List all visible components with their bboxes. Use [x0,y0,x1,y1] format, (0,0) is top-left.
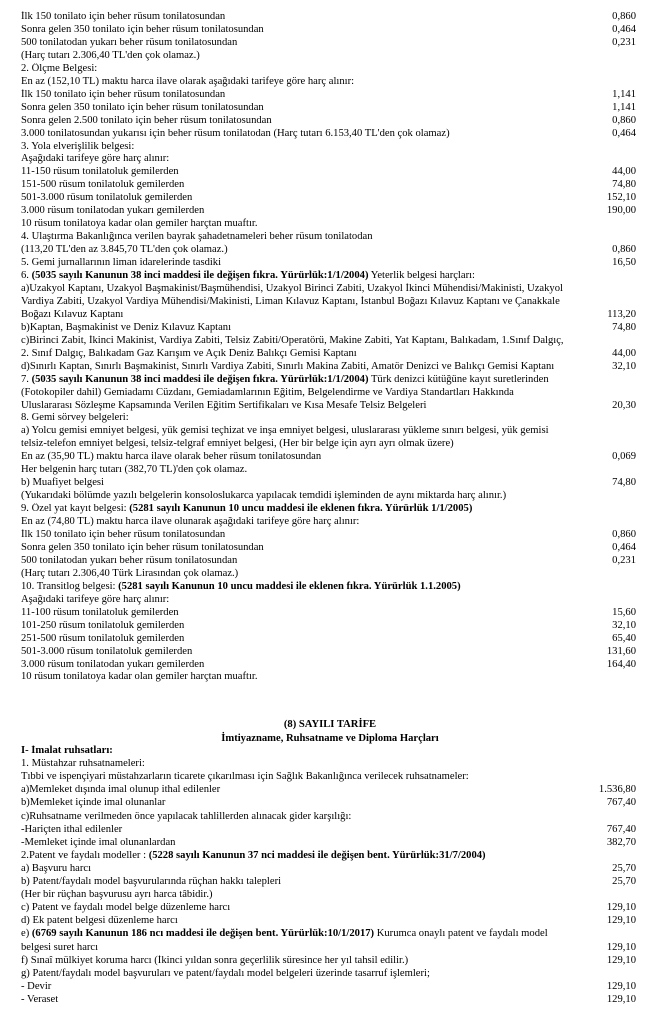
tariff-line [21,850,636,863]
line-text [21,348,357,360]
line-amount: 129,10 [606,954,636,966]
line-amount: 0,464 [612,541,636,553]
line-text-part: 500 tonilatodan yukarı beher rüsum tonilatosundan [21,36,238,48]
line-text-part: (113,20 TL'den az 3.845,70 TL'den çok olamaz.) [21,244,228,256]
line-text-part: Sonra gelen 350 tonilato için beher rüsum tonilatosundan [21,541,264,553]
line-text-part: d)Sınırlı Kaptan, Sınırlı Başmakinist, Sınırlı Vardiya Zabiti, Sınırlı Makina Zabiti, Amatör Denizci ve Balıkçı Gemisi Kaptanı [21,360,555,372]
line-amount: 0,860 [612,114,636,126]
line-amount: 15,60 [612,606,636,618]
tariff-line [21,335,636,348]
line-text [21,50,200,62]
tariff-line [21,24,636,37]
line-bold-reference: (5035 sayılı Kanunun 38 inci maddesi ile değişen fıkra. Yürürlük:1/1/2004) [31,373,369,385]
line-text-part: 10. Transitlog belgesi: [21,580,119,592]
line-text [21,915,178,927]
line-amount: 65,40 [612,632,636,644]
tariff-line [21,915,636,928]
line-text-part: 1. Müstahzar ruhsatnameleri: [21,758,145,770]
tariff-line [21,477,636,490]
tariff-line [21,361,636,374]
section-title: (8) SAYILI TARİFE [283,719,377,730]
line-text [21,257,221,269]
line-text [21,646,192,658]
line-text [21,179,184,191]
line-text-part: 2. Sınıf Dalgıç, Balıkadam Gaz Karışım ve Açık Deniz Balıkçı Gemisi Kaptanı [21,347,357,359]
tariff-line [21,568,636,581]
line-text-part: 3.000 rüsum tonilatodan yukarı gemilerden [21,658,205,670]
line-text [21,745,113,757]
line-text-part: 101-250 rüsum tonilatoluk gemilerden [21,619,185,631]
line-amount: 0,231 [612,554,636,566]
tariff-line [21,771,636,784]
line-text-part: b) Muafiyet belgesi [21,477,104,489]
line-amount: 1.536,80 [598,784,636,796]
line-text [21,192,192,204]
tariff-line [21,620,636,633]
tariff-line [21,11,636,24]
line-text-part: Aşağıdaki tarifeye göre harç alınır: [21,593,170,605]
line-text-part: belgesi suret harcı [21,941,99,953]
line-text-part: - Veraset [21,993,59,1005]
line-amount: 0,464 [612,127,636,139]
line-text-part: b)Kaptan, Başmakinist ve Deniz Kılavuz Kaptanı [21,321,232,333]
line-text [21,464,247,476]
line-text [21,671,258,683]
line-text-part: 2.Patent ve faydalı modeller : [21,849,149,861]
tariff-line [21,797,636,810]
line-amount: 25,70 [612,862,636,874]
line-text-part: e) [21,928,32,940]
line-text [21,89,225,101]
tariff-line [21,179,636,192]
line-text [21,166,179,178]
tariff-line [21,955,636,968]
line-text [21,568,238,580]
line-text-part: Uluslararası Sözleşme Kapsamında Verilen Eğitim Sertifikaları ve Kısa Mesafe Telsiz Belgeleri [21,399,427,411]
line-text [21,400,426,412]
line-text [21,837,175,849]
line-amount: 129,10 [606,902,636,914]
line-amount: 767,40 [606,797,636,809]
line-amount: 0,860 [612,11,636,22]
line-text-part: a) Yolcu gemisi emniyet belgesi, yük gemisi teçhizat ve inşa emniyet belgesi, uluslararası yükleme sınırı belgesi, yük gemisi [21,425,549,437]
line-text [21,205,204,217]
tariff-line [21,889,636,902]
tariff-line [21,758,636,771]
line-text [21,968,430,980]
line-text-part: İlk 150 tonilato için beher rüsum tonilatosundan [21,11,226,22]
line-amount: 0,464 [612,23,636,35]
line-amount: 32,10 [612,360,636,372]
line-amount: 74,80 [612,321,636,333]
tariff-line [21,153,636,166]
line-text [21,620,184,632]
line-text [21,451,321,463]
line-text [21,850,486,862]
line-text-part: 2. Ölçme Belgesi: [21,62,98,74]
line-text-part: 5. Gemi jurnallarının liman idarelerinde tasdiki [21,257,222,269]
section-subtitle: İmtiyazname, Ruhsatname ve Diploma Harçları [221,733,439,744]
line-text-part: 151-500 rüsum tonilatoluk gemilerden [21,179,185,191]
line-amount: 0,860 [612,244,636,256]
tariff-line [21,50,636,63]
tariff-line [21,425,636,438]
tariff-line [21,928,636,941]
tariff-line [21,37,636,50]
line-amount: 129,10 [606,941,636,953]
tariff-line [21,412,636,425]
line-text [21,244,228,256]
tariff-line [21,257,636,270]
line-amount: 152,10 [606,192,636,204]
line-text [21,24,264,36]
line-text [21,153,169,165]
line-text [21,633,184,645]
line-bold-reference: (5035 sayılı Kanunun 38 inci maddesi ile değişen fıkra. Yürürlük:1/1/2004) [31,270,369,281]
line-text-part: 10 rüsum tonilatoya kadar olan gemiler harçtan muaftır. [21,671,258,683]
tariff-line [21,671,636,684]
line-text [21,784,220,796]
line-text-part: 9. Özel yat kayıt belgesi: [21,503,130,515]
line-text [21,11,225,23]
line-text [21,889,213,901]
tariff-line [21,811,636,824]
tariff-line [21,659,636,672]
line-text [21,76,354,88]
tariff-line [21,348,636,361]
line-text [21,387,514,399]
line-text [21,529,225,541]
line-bold-reference: (5281 sayılı Kanunun 10 uncu maddesi ile eklenen fıkra. Yürürlük 1.1.2005) [118,580,461,592]
tariff-line [21,322,636,335]
line-text-part: 10 rüsum tonilatoya kadar olan gemiler harçtan muaftır. [21,218,258,230]
line-text [21,994,58,1006]
line-text-part: b) Patent/faydalı model başvurularında rüçhan hakkı talepleri [21,876,282,887]
line-amount: 16,50 [612,257,636,269]
tariff-line [21,581,636,594]
line-text [21,876,281,888]
line-text [21,490,506,502]
line-text [21,438,454,450]
tariff-line [21,503,636,516]
line-text-part: 3.000 tonilatosundan yukarısı için beher rüsum tonilatodan (Harç tutarı 6.153,40 TL'den çok olamaz) [21,127,450,139]
line-text [21,928,548,940]
line-text-part: En az (35,90 TL) maktu harca ilave olarak beher rüsum tonilatosundan [21,451,322,463]
line-amount: 129,10 [606,993,636,1005]
line-text [21,309,123,321]
line-amount: 44,00 [612,347,636,359]
line-text [21,607,179,619]
line-text-part: telsiz-telefon emniyet belgesi, telsiz-telgraf emniyet belgesi, (Her bir belge için ayrı ayrı olmak üzere) [21,438,454,450]
tariff-line [21,529,636,542]
line-text-part: 11-100 rüsum tonilatoluk gemilerden [21,606,179,618]
line-amount: 0,069 [612,451,636,463]
line-amount: 1,141 [612,88,636,100]
tariff-line [21,128,636,141]
line-text [21,942,98,954]
tariff-line [21,76,636,89]
line-text [21,115,272,127]
line-text [21,555,237,567]
line-text [21,758,145,770]
line-text-part: Sonra gelen 2.500 tonilato için beher rüsum tonilatosundan [21,114,272,126]
tariff-line [21,218,636,231]
line-text [21,335,564,347]
tariff-line [21,296,636,309]
line-text-part: 3.000 rüsum tonilatodan yukarı gemilerden [21,205,205,217]
tariff-line [21,594,636,607]
line-text [21,425,549,437]
tariff-line [21,374,636,387]
tariff-line [21,63,636,76]
line-text [21,283,563,295]
tariff-line [21,994,636,1007]
tariff-line [21,633,636,646]
tariff-line [21,555,636,568]
line-text-part: 3. Yola elverişlilik belgesi: [21,140,135,152]
tariff-line [21,192,636,205]
line-text-part: g) Patent/faydalı model başvuruları ve patent/faydalı model belgeleri üzerinde tasarruf işlemleri; [21,967,430,979]
line-text-part: -Memleket içinde imal olunanlardan [21,836,176,848]
line-text-part: d) Ek patent belgesi düzenleme harcı [21,915,178,927]
line-amount: 1,141 [612,101,636,113]
line-text [21,361,554,373]
line-text-part: -Hariçten ithal edilenler [21,823,123,835]
tariff-line [21,387,636,400]
line-amount: 190,00 [606,205,636,217]
tariff-line [21,166,636,179]
line-text-part: 500 tonilatodan yukarı beher rüsum tonilatosundan [21,554,238,566]
line-text [21,771,469,783]
line-text [21,141,134,153]
line-amount: 25,70 [612,876,636,887]
line-text-part: 7. [21,373,32,385]
line-text [21,218,258,230]
line-text-part: (Harç tutarı 2.306,40 TL'den çok olamaz.) [21,49,200,61]
tariff-line [21,824,636,837]
line-text-part: c)Ruhsatname verilmeden önce yapılacak tahlillerden alınacak gider karşılığı: [21,810,352,822]
line-text [21,581,461,593]
line-text-part: En az (152,10 TL) maktu harca ilave olarak aşağıdaki tarifeye göre harç alınır: [21,75,355,87]
line-text-part: a) Başvuru harcı [21,862,92,874]
tariff-line [21,942,636,955]
line-amount: 74,80 [612,477,636,489]
line-text [21,63,97,75]
tariff-line [21,516,636,529]
line-text-part: c)Birinci Zabit, İkinci Makinist, Vardiya Zabiti, Telsiz Zabiti/Operatörü, Makine Zabiti, Yat Kaptanı, Balıkadam, 1.Sınıf Dalgıç, [21,334,564,346]
line-text [21,797,165,809]
line-text-part: a)Uzakyol Kaptanı, Uzakyol Başmakinist/Başmühendisi, Uzakyol Birinci Zabiti, Uzakyol İkinci Mühendisi/Makinisti, Uzakyol [21,282,563,294]
tariff-line [21,141,636,154]
line-text [21,128,450,140]
line-amount: 382,70 [606,836,636,848]
line-amount: 74,80 [612,179,636,191]
line-text-part: (Harç tutarı 2.306,40 Türk Lirasından çok olamaz.) [21,567,239,579]
tariff-line [21,490,636,503]
line-amount: 129,10 [606,915,636,927]
tariff-line [21,464,636,477]
line-text [21,102,264,114]
tariff-line [21,400,636,413]
line-text-after: Kurumca onaylı patent ve faydalı model [374,928,548,940]
line-text-part: 501-3.000 rüsum tonilatoluk gemilerden [21,645,193,657]
line-text-part: Aşağıdaki tarifeye göre harç alınır: [21,153,170,165]
tariff-line [21,646,636,659]
line-text [21,516,359,528]
line-text [21,37,237,49]
line-text-part: 501-3.000 rüsum tonilatoluk gemilerden [21,192,193,204]
tariff-line [21,968,636,981]
tariff-line [21,902,636,915]
tariff-line [21,745,636,758]
line-text-part: (Fotokopiler dahil) Gemiadamı Cüzdanı, Gemiadamlarının Eğitim, Belgelendirme ve Vardiya Standartları Hakkında [21,386,514,398]
tariff-line [21,876,636,889]
line-text-after: Türk denizci kütüğüne kayıt suretlerinden [368,373,549,385]
line-text-part: a)Memleket dışında imal olunup ithal edilenler [21,784,221,796]
line-text-part: - Devir [21,980,52,992]
tariff-line [21,244,636,257]
tariff-line [21,270,636,283]
line-amount: 164,40 [606,658,636,670]
line-text-part: İlk 150 tonilato için beher rüsum tonilatosundan [21,88,226,100]
tariff-line [21,231,636,244]
line-amount: 113,20 [607,308,636,320]
tariff-line [21,283,636,296]
line-bold-reference: I- İmalat ruhsatları: [21,745,113,756]
line-text [21,412,129,424]
line-text-part: (Yukarıdaki bölümde yazılı belgelerin konsoloslukarca yapılacak temdidi işleminden de aynı miktarda harç alınır.) [21,490,507,502]
line-amount: 44,00 [612,166,636,178]
line-text-part: f) Sınaî mülkiyet koruma harcı (İkinci yıldan sonra geçerlilik süresince her yıl tahsil edilir.) [21,954,409,966]
tariff-line [21,205,636,218]
tariff-line [21,607,636,620]
line-text-part: Boğazı Kılavuz Kaptanı [21,308,124,320]
line-text [21,902,230,914]
line-text-part: Vardiya Zabiti, Uzakyol Vardiya Mühendisi/Makinisti, Liman Kılavuz Kaptanı, İstanbul Boğazı Kılavuz Kaptanı ve Çanakkale [21,295,560,307]
line-text [21,811,351,823]
line-text [21,374,549,386]
line-amount: 129,10 [606,980,636,992]
tariff-line [21,981,636,994]
line-text-after: Yeterlik belgesi harçları: [368,270,475,281]
line-bold-reference: (5281 sayılı Kanunun 10 uncu maddesi ile eklenen fıkra. Yürürlük 1/1/2005) [129,503,473,515]
line-text [21,981,51,993]
line-text-part: 8. Gemi sörvey belgeleri: [21,412,129,424]
line-amount: 20,30 [612,399,636,411]
tariff-line [21,438,636,451]
tariff-line [21,89,636,102]
line-text [21,542,264,554]
line-text-part: c) Patent ve faydalı model belge düzenleme harcı [21,902,231,914]
line-text-part: Sonra gelen 350 tonilato için beher rüsum tonilatosundan [21,101,264,113]
tariff-line [21,102,636,115]
line-text [21,296,560,308]
line-amount: 32,10 [612,619,636,631]
line-text-part: 11-150 rüsum tonilatoluk gemilerden [21,166,179,178]
line-amount: 0,860 [612,529,636,540]
line-text [21,503,472,515]
line-text-part: Sonra gelen 350 tonilato için beher rüsum tonilatosundan [21,23,264,35]
line-text [21,231,373,243]
line-text-part: 251-500 rüsum tonilatoluk gemilerden [21,632,185,644]
line-text [21,955,408,967]
tariff-line [21,784,636,797]
tariff-line [21,542,636,555]
line-text-part: 4. Ulaştırma Bakanlığınca verilen bayrak şahadetnameleri beher rüsum tonilatodan [21,231,373,243]
tariff-line [21,309,636,322]
line-text-part: En az (74,80 TL) maktu harca ilave olunarak aşağıdaki tarifeye göre harç alınır: [21,516,360,528]
line-text [21,594,169,606]
line-text-part: Tıbbi ve ispençiyari müstahzarların ticarete çıkarılması için Sağlık Bakanlığınca verilecek ruhsatnameler: [21,771,469,783]
tariff-line [21,837,636,850]
line-text [21,659,204,671]
line-bold-reference: (6769 sayılı Kanunun 186 ncı maddesi ile değişen bent. Yürürlük:10/1/2017) [31,928,375,940]
line-text-part: Her belgenin harç tutarı (382,70 TL)'den çok olamaz. [21,464,248,476]
line-text [21,322,231,334]
tariff-line [21,863,636,876]
line-text-part: (Her bir rüçhan başvurusu ayrı harca tâbidir.) [21,889,213,901]
line-text [21,824,122,836]
line-amount: 767,40 [606,823,636,835]
line-text-part: 6. [21,270,32,281]
line-amount: 131,60 [606,645,636,657]
line-text [21,863,91,875]
tariff-line [21,451,636,464]
line-text-part: b)Memleket içinde imal olunanlar [21,797,166,809]
tariff-line [21,115,636,128]
line-text-part: İlk 150 tonilato için beher rüsum tonilatosundan [21,529,226,540]
line-amount: 0,231 [612,36,636,48]
line-text [21,477,104,489]
line-bold-reference: (5228 sayılı Kanunun 37 nci maddesi ile değişen bent. Yürürlük:31/7/2004) [148,849,486,861]
line-text [21,270,475,282]
